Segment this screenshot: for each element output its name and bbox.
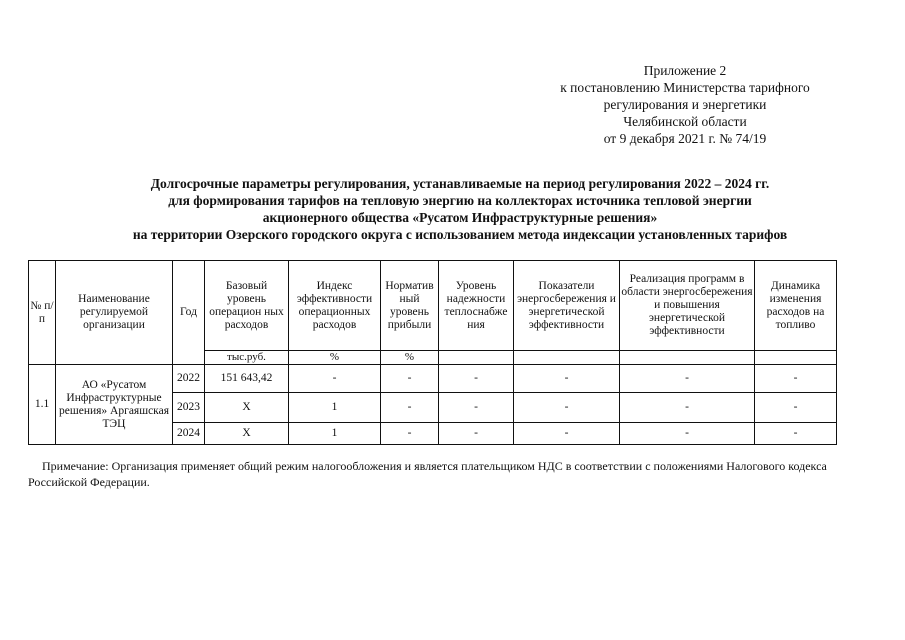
- cell-program: -: [620, 365, 755, 393]
- unit-empty: [439, 351, 514, 365]
- title-line-2: для формирования тарифов на тепловую энергию на коллекторах источника тепловой энергии: [168, 193, 752, 208]
- cell-efficiency-index: 1: [289, 423, 381, 445]
- appendix-line-5: от 9 декабря 2021 г. № 74/19: [603, 131, 767, 146]
- header-program: Реализация программ в области энергосбережения и повышения энергетической эффективности: [620, 261, 755, 351]
- header-profit-norm: Норматив ный уровень прибыли: [381, 261, 439, 351]
- unit-efficiency-index: %: [289, 351, 381, 365]
- cell-energy-saving: -: [514, 365, 620, 393]
- cell-profit-norm: -: [381, 423, 439, 445]
- appendix-line-2: к постановлению Министерства тарифного: [560, 80, 810, 95]
- organization-name: АО «Русатом Инфраструктурные решения» Аргаяшская ТЭЦ: [56, 365, 173, 445]
- cell-reliability: -: [439, 365, 514, 393]
- cell-profit-norm: -: [381, 393, 439, 423]
- header-fuel-dynamics: Динамика изменения расходов на топливо: [755, 261, 837, 351]
- row-number: 1.1: [29, 365, 56, 445]
- appendix-header: [520, 62, 850, 147]
- title-line-4: на территории Озерского городского округа с использованием метода индексации установленных тарифов: [132, 227, 788, 242]
- header-base-opex: Базовый уровень операцион ных расходов: [205, 261, 289, 351]
- cell-base-opex: 151 643,42: [205, 365, 289, 393]
- appendix-line-4: Челябинской области: [623, 114, 747, 129]
- cell-profit-norm: -: [381, 365, 439, 393]
- document-title: [60, 175, 860, 243]
- parameters-table: [28, 260, 837, 445]
- cell-program: -: [620, 423, 755, 445]
- cell-year: 2022: [173, 365, 205, 393]
- header-reliability: Уровень надежности теплоснабже ния: [439, 261, 514, 351]
- cell-energy-saving: -: [514, 393, 620, 423]
- unit-profit-norm: %: [381, 351, 439, 365]
- cell-program: -: [620, 393, 755, 423]
- cell-fuel-dynamics: -: [755, 393, 837, 423]
- cell-year: 2024: [173, 423, 205, 445]
- unit-empty: [514, 351, 620, 365]
- title-line-1: Долгосрочные параметры регулирования, устанавливаемые на период регулирования 2022 – 2024 гг.: [150, 176, 770, 191]
- cell-fuel-dynamics: -: [755, 423, 837, 445]
- unit-base-opex: тыс.руб.: [205, 351, 289, 365]
- title-line-3: акционерного общества «Русатом Инфраструктурные решения»: [262, 210, 658, 225]
- unit-empty: [755, 351, 837, 365]
- header-energy-saving: Показатели энергосбережения и энергетической эффективности: [514, 261, 620, 351]
- footnote: Примечание: Организация применяет общий режим налогообложения и является плательщиком НДС в соответствии с положениями Налогового кодекса Российской Федерации.: [28, 459, 827, 489]
- cell-year: 2023: [173, 393, 205, 423]
- table-row: [29, 365, 837, 393]
- header-year: Год: [173, 261, 205, 365]
- cell-reliability: -: [439, 393, 514, 423]
- cell-efficiency-index: -: [289, 365, 381, 393]
- cell-efficiency-index: 1: [289, 393, 381, 423]
- cell-base-opex: Х: [205, 423, 289, 445]
- cell-base-opex: Х: [205, 393, 289, 423]
- header-number: № п/п: [29, 261, 56, 365]
- header-organization: Наименование регулируемой организации: [56, 261, 173, 365]
- appendix-line-1: Приложение 2: [643, 63, 727, 78]
- table-header-row: [29, 261, 837, 351]
- cell-fuel-dynamics: -: [755, 365, 837, 393]
- header-efficiency-index: Индекс эффективности операционных расходов: [289, 261, 381, 351]
- cell-reliability: -: [439, 423, 514, 445]
- unit-empty: [620, 351, 755, 365]
- cell-energy-saving: -: [514, 423, 620, 445]
- appendix-line-3: регулирования и энергетики: [603, 97, 767, 112]
